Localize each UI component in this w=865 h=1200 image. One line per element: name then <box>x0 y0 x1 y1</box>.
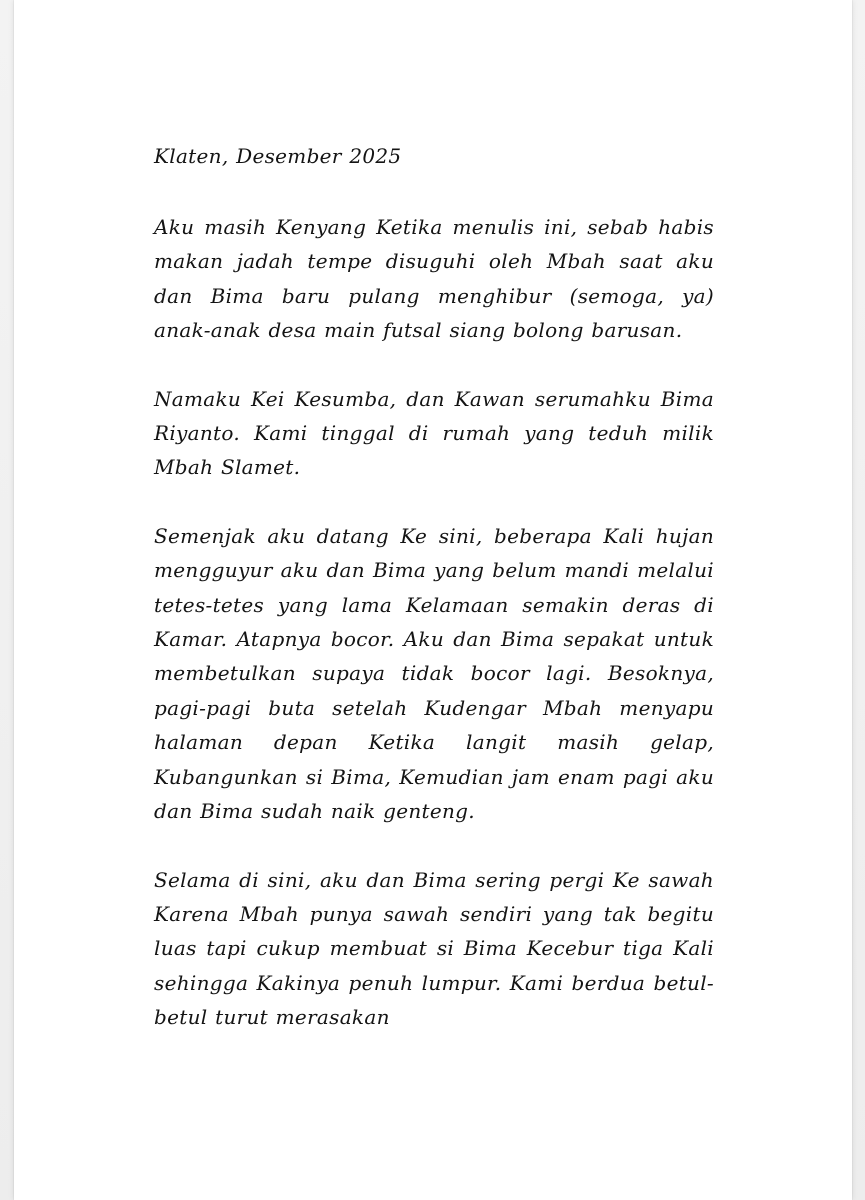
paragraph-1: Aku masih Kenyang Ketika menulis ini, sebab habis makan jadah tempe disuguhi oleh Mbah saat aku dan Bima baru pulang menghibur (semoga, ya) anak-anak desa main futsal siang bolong barusan. <box>154 215 714 343</box>
handwritten-letter <box>154 136 714 1035</box>
letter-date-heading: Klaten, Desember 2025 <box>154 144 402 168</box>
document-page[interactable] <box>14 0 852 1200</box>
paragraph-2: Namaku Kei Kesumba, dan Kawan serumahku Bima Riyanto. Kami tinggal di rumah yang teduh milik Mbah Slamet. <box>154 386 714 480</box>
paragraph-4: Selama di sini, aku dan Bima sering pergi Ke sawah Karena Mbah punya sawah sendiri yang tak begitu luas tapi cukup membuat si Bima Kecebur tiga Kali sehingga Kakinya penuh lumpur. Kami berdua betul-betul turut merasakan <box>154 867 714 1030</box>
paragraph-3: Semenjak aku datang Ke sini, beberapa Kali hujan mengguyur aku dan Bima yang belum mandi melalui tetes-tetes yang lama Kelamaan semakin deras di Kamar. Atapnya bocor. Aku dan Bima sepakat untuk membetulkan supaya tidak bocor lagi. Besoknya, pagi-pagi buta setelah Kudengar Mbah menyapu halaman depan Ketika langit masih gelap, Kubangunkan si Bima, Kemudian jam enam pagi aku dan Bima sudah naik genteng. <box>154 523 714 824</box>
